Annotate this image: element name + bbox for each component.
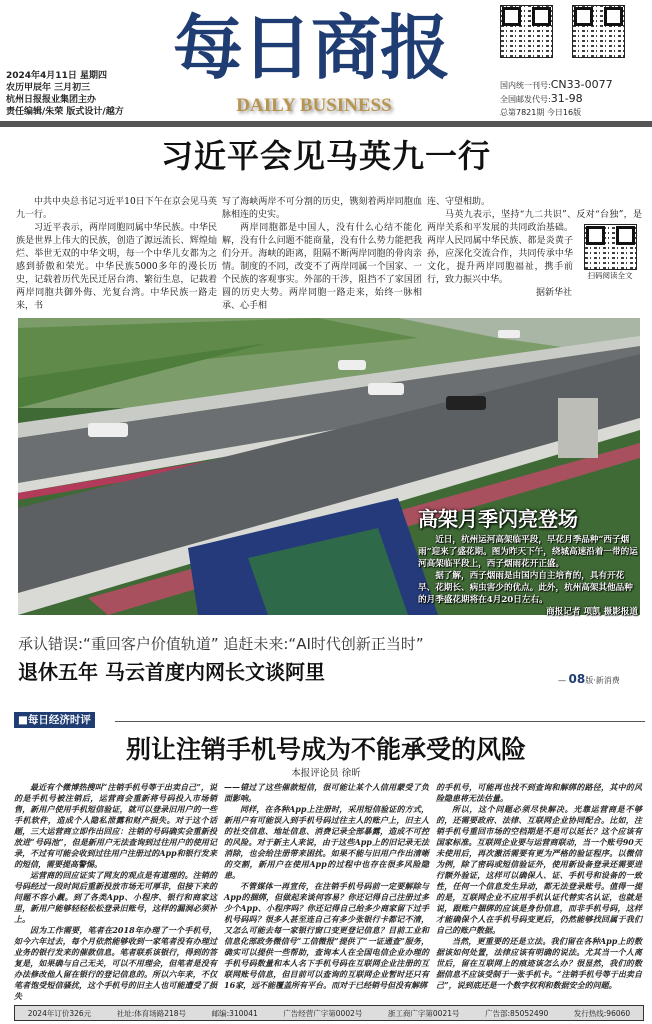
paragraph: 习近平表示，两岸同胞同属中华民族。中华民族是世界上伟大的民族，创造了源远流长、辉煌灿烂、举世无双的中华文明，每一个中华儿女都为之感到骄傲和荣光。中华民族5000多年的漫长历史，记载着历代先民迁居台湾、繁衍生息，记载着两岸同胞共御外侮、光复台湾。中华民族一路走来，书 (16, 223, 217, 311)
footer-hotline: 发行热线:96060 (573, 1008, 631, 1018)
editors: 责任编辑/朱荣 版式设计/越方 (6, 107, 124, 117)
lunar-date: 农历甲辰年 三月初三 (6, 83, 91, 93)
page-number: 08 (568, 672, 586, 686)
newspaper-logo-english: DAILY BUSINESS (236, 95, 392, 116)
paragraph: 马英九表示，坚持“九二共识”、反对“台独”，是两岸关系和平发展的共同政治基础。两岸人民同属中华民族、都是炎黄子孙，应深化交流合作，共同传承中华文化，提升两岸同胞福祉，携手前行，致力振兴中华。 (427, 210, 642, 285)
lead-column-1 (16, 196, 217, 313)
lead-column-2 (222, 196, 422, 313)
post-code: 31-98 (550, 92, 583, 105)
qr-code-icon[interactable] (500, 5, 553, 58)
paragraph: 当然，更重要的还是立法。我们留在各种App上的数据该如何处置，法律应该有明确的说法。尤其当一个人离世后，留在互联网上的痕迹该怎么办？很显然，我们的数据信息不应该受制于一张手机卡。“注销手机号等于出卖自己”，说到底还是一个数字权利和数据安全的问题。 (436, 936, 642, 990)
footer-ad-phone: 广告部:85052490 (485, 1008, 549, 1018)
footer-ad-license: 广告经营广字第0002号 (283, 1008, 363, 1018)
footer-business-license: 浙工商广字第0021号 (387, 1008, 460, 1018)
page-label: 版·新消费 (585, 676, 620, 685)
section-label: ■每日经济时评 (14, 712, 95, 728)
date: 2024年4月11日 星期四 (6, 71, 107, 81)
read-more-qr[interactable] (578, 224, 642, 282)
lead-headline[interactable]: 习近平会见马英九一行 (160, 137, 491, 175)
photo-credit: 商报记者 项凯 摄影报道 (546, 607, 638, 617)
teaser-headline[interactable]: 退休五年 马云首度内网长文谈阿里 (18, 660, 325, 684)
paragraph: 所以，这个问题必须尽快解决。光靠运营商是不够的，还需要政府、法律、互联网企业协同配合。比如，注销手机号重回市场的空档期是不是可以延长？这个应该有国家标准。互联网企业要与运营商联动，当一个账号90天未使用后，再次激活需要有更为严格的验证程序。以微信为例，除了密码或短信验证外，使用新设备登录还需要进行额外验证，这样可以确保人、证、手机号和设备的一致性，任何一个信息发生异动，都无法登录账号。值得一提的是，互联网企业不应用手机认证代替实名认证，也就是说，跟账户捆绑的应该是身份信息，而非手机号码，这样才能确保个人在手机号码变更后，仍然能够找回属于我们自己的账户数据。 (436, 804, 642, 935)
paragraph: 不管媒体一再宣传，在注销手机号码前一定要解除与App的捆绑，但做起来谈何容易？你还记得自己注册过多少个App、小程序吗？你还记得自己给多少商家留下过手机号码吗？很多人甚至连自己有多少张银行卡都记不清，又怎么可能去每一家银行窗口变更登记信息？目前工业和信息化部政务微信号“工信微报”提供了“一证通查”服务，确实可以提供一些帮助，查询本人在全国电信企业办理的手机号码数量和本人名下手机号码在互联网企业注册的互联网账号信息，但目前可以查询的互联网企业暂时还只有16家，远不能覆盖所有平台。而对于已经销号但没有解绑 (224, 881, 429, 990)
issue-number: 总第7821期 今日16版 (500, 108, 582, 117)
cn-number: CN33-0077 (550, 78, 613, 91)
commentary-column-1 (14, 782, 217, 1002)
page-reference[interactable]: — 08版·新消费 (558, 672, 620, 686)
cn-label: 国内统一刊号: (500, 81, 551, 90)
photo-title: 高架月季闪亮登场 (418, 507, 578, 531)
source: 据新华社 (535, 288, 572, 298)
byline: 本报评论员 徐昕 (291, 768, 361, 779)
masthead-divider (0, 121, 652, 127)
qr-code-icon[interactable] (584, 224, 637, 270)
edition-info (6, 70, 156, 118)
lead-column-3 (427, 196, 642, 300)
footer-postcode: 邮编:310041 (211, 1008, 258, 1018)
publisher: 杭州日报报业集团主办 (6, 95, 97, 105)
paragraph: ——错过了这些催款短信，很可能让某个人信用蒙受了负面影响。 (224, 782, 429, 803)
footer-bar (14, 1005, 644, 1021)
commentary-headline[interactable]: 别让注销手机号成为不能承受的风险 (125, 735, 526, 764)
paragraph: 写了海峡两岸不可分割的历史，镌刻着两岸同胞血脉相连的史实。 (222, 197, 422, 220)
paragraph: 最近有个微博热搜叫“注销手机号等于出卖自己”，说的是手机号被注销后，运营商会重新将号码投入市场销售，新用户使用手机短信验证，就可以登录旧用户的一些手机软件，造成个人隐私泄露和财产损失。对于这个话题，三大运营商立即作出回应：注销的号码确实会重新投放进“号码池”，但是新用户无法查询到过往用户的使用记录，不过有可能会收到过往用户注册过的App和银行发来的短信，需要提高警惕。 (14, 782, 217, 869)
commentary-column-3 (436, 782, 642, 991)
qr-code-icon[interactable] (572, 5, 625, 58)
caption-paragraph: 据了解，西子烟雨是由国内自主培育的，具有开花早、花期长、病虫害少的优点。此外，杭州高架其他品种的月季盛花期将在4月20日左右。 (418, 571, 633, 605)
paragraph: 同样，在各种App上注册时，采用短信验证的方式，新用户有可能误入到手机号码过往主人的账户上，旧主人的社交信息、地址信息、消费记录全部暴露，造成不可控的风险。对于新主人来说，由于这些App上的旧记录无法消除，也会给注册带来困扰。如果不能与旧用户作出清晰的交割，新用户在使用App的过程中也存在很多风险隐患。 (224, 804, 429, 880)
qr-caption: 扫码阅读全文 (587, 271, 633, 280)
footer-address: 社址:体育场路218号 (116, 1008, 187, 1018)
paragraph: 运营商的回应证实了网友的观点是有道理的。注销的号码经过一段时间后重新投放市场无可厚非，但接下来的问题不容小觑。到了各类App、小程序、银行和商家这里，新用户能够轻轻松松登录旧账号，这样的漏洞必须补上。 (14, 870, 217, 924)
paragraph: 连、守望相助。 (427, 197, 491, 207)
newspaper-logo: 每日商报 (173, 6, 449, 89)
caption-paragraph: 近日，杭州运河高架临平段，早花月季品种“西子烟雨”迎来了盛花期。图为昨天下午，绕城高速沿着一带的运河高架临平段上，西子烟雨花开正盛。 (418, 535, 638, 569)
paragraph: 的手机号，可能再也找不到查询和解绑的路径，其中的风险隐患将无法估量。 (436, 782, 642, 803)
teaser-kicker[interactable]: 承认错误:“重回客户价值轨道” 追赶未来:“AI时代创新正当时” (18, 635, 424, 653)
publication-info (500, 78, 613, 119)
footer-price: 2024年订价326元 (27, 1008, 92, 1018)
commentary-column-2 (224, 782, 429, 991)
paragraph: 中共中央总书记习近平10日下午在京会见马英九一行。 (16, 197, 217, 220)
paragraph: 两岸同胞都是中国人，没有什么心结不能化解，没有什么问题不能商量，没有什么势力能把我们分开。海峡的距离，阻隔不断两岸同胞的骨肉亲情。制度的不同，改变不了两岸同属一个国家、一个民族的客观事实。外部的干涉，阻挡不了家国团圆的历史大势。两岸同胞一路走来，始终一脉相承、心手相 (222, 223, 422, 311)
section-divider (115, 721, 645, 722)
paragraph: 因为工作需要，笔者在2018年办理了一个手机号，如今六年过去，每个月依然能够收到一家笔者没有办理过业务的银行发来的催款信息。笔者联系该银行，得到的答复是，如果确与自己无关，可以不用理会，但笔者是没有办法修改他人留在银行的登记信息的。所以六年来，不仅笔者饱受短信骚扰，这个手机号的旧主人也可能遭受了损失 (14, 925, 217, 1001)
post-label: 全国邮发代号: (500, 95, 551, 104)
photo-caption (418, 534, 638, 618)
